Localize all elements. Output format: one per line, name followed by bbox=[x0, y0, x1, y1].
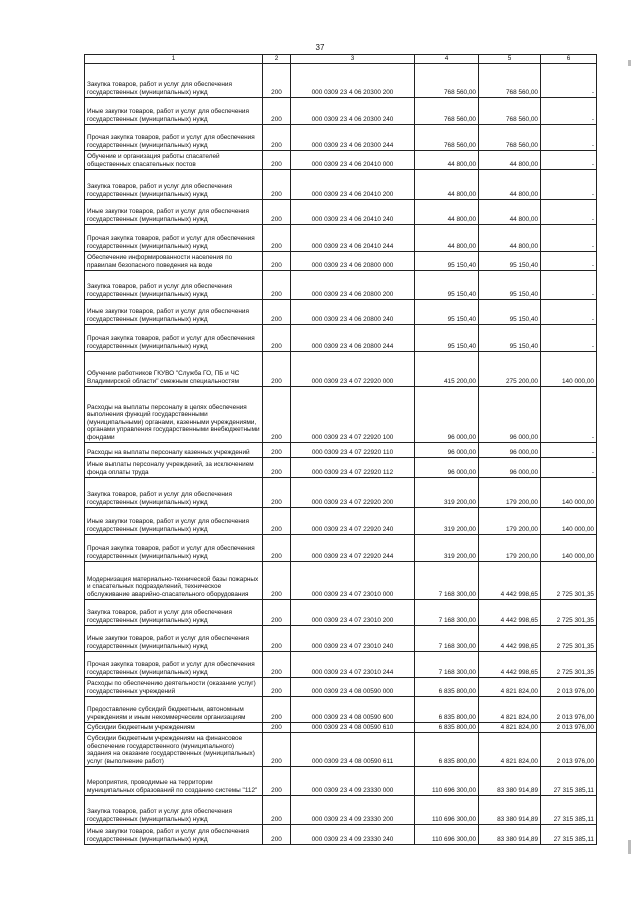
row-approved-cell: 96 000,00 bbox=[415, 442, 479, 457]
table-row bbox=[85, 561, 597, 599]
row-approved-cell: 6 835 800,00 bbox=[415, 696, 479, 722]
row-name-cell: Прочая закупка товаров, работ и услуг для обеспечения государственных (муниципальных) нужд bbox=[85, 224, 263, 251]
row-unexecuted-cell: 27 315 385,11 bbox=[541, 766, 597, 795]
row-executed-cell: 4 442 998,65 bbox=[479, 599, 541, 625]
row-name-cell: Обеспечение информированности населения по правилам безопасного поведения на воде bbox=[85, 251, 263, 270]
row-unexecuted-cell: 2 013 976,00 bbox=[541, 696, 597, 722]
table-row bbox=[85, 124, 597, 150]
row-unexecuted-cell: - bbox=[541, 299, 597, 324]
row-name-cell: Субсидии бюджетным учреждениям на финансовое обеспечение государственного (муниципального) задания на оказание государственных (муниципальных) услуг (выполнение работ) bbox=[85, 732, 263, 766]
row-approved-cell: 110 696 300,00 bbox=[415, 795, 479, 824]
scan-edge-mark bbox=[628, 60, 631, 66]
row-approved-cell: 7 168 300,00 bbox=[415, 651, 479, 677]
row-admin-code-cell: 200 bbox=[263, 534, 291, 561]
row-budget-code-cell: 000 0309 23 4 07 22920 100 bbox=[291, 386, 415, 442]
row-budget-code-cell: 000 0309 23 4 07 22920 110 bbox=[291, 442, 415, 457]
row-name-cell: Обучение и организация работы спасателей общественных спасательных постов bbox=[85, 150, 263, 169]
row-unexecuted-cell: 2 725 301,35 bbox=[541, 599, 597, 625]
table-row bbox=[85, 199, 597, 224]
scan-edge-mark bbox=[628, 840, 631, 854]
row-approved-cell: 415 200,00 bbox=[415, 351, 479, 386]
row-unexecuted-cell: 2 013 976,00 bbox=[541, 722, 597, 732]
row-admin-code-cell: 200 bbox=[263, 795, 291, 824]
row-budget-code-cell: 000 0309 23 4 06 20300 200 bbox=[291, 63, 415, 97]
table-row bbox=[85, 677, 597, 696]
row-executed-cell: 83 380 914,89 bbox=[479, 766, 541, 795]
row-unexecuted-cell: - bbox=[541, 442, 597, 457]
row-name-cell: Предоставление субсидий бюджетным, автономным учреждениям и иным некоммерческим организациям bbox=[85, 696, 263, 722]
row-unexecuted-cell: 2 725 301,35 bbox=[541, 561, 597, 599]
row-executed-cell: 96 000,00 bbox=[479, 442, 541, 457]
row-executed-cell: 768 560,00 bbox=[479, 97, 541, 124]
row-unexecuted-cell: 140 000,00 bbox=[541, 507, 597, 534]
row-name-cell: Закупка товаров, работ и услуг для обеспечения государственных (муниципальных) нужд bbox=[85, 795, 263, 824]
row-budget-code-cell: 000 0309 23 4 08 00590 611 bbox=[291, 732, 415, 766]
row-admin-code-cell: 200 bbox=[263, 299, 291, 324]
row-name-cell: Прочая закупка товаров, работ и услуг для обеспечения государственных (муниципальных) нужд bbox=[85, 534, 263, 561]
row-budget-code-cell: 000 0309 23 4 06 20410 000 bbox=[291, 150, 415, 169]
row-name-cell: Расходы по обеспечению деятельности (оказание услуг) государственных учреждений bbox=[85, 677, 263, 696]
row-admin-code-cell: 200 bbox=[263, 651, 291, 677]
column-number-4: 4 bbox=[415, 55, 479, 64]
row-name-cell: Обучение работников ГКУВО "Служба ГО, ПБ и ЧС Владимирской области" смежным специальностям bbox=[85, 351, 263, 386]
row-budget-code-cell: 000 0309 23 4 07 23010 200 bbox=[291, 599, 415, 625]
row-budget-code-cell: 000 0309 23 4 09 23330 000 bbox=[291, 766, 415, 795]
row-admin-code-cell: 200 bbox=[263, 677, 291, 696]
column-number-1: 1 bbox=[85, 55, 263, 64]
row-name-cell: Прочая закупка товаров, работ и услуг для обеспечения государственных (муниципальных) нужд bbox=[85, 651, 263, 677]
row-name-cell: Закупка товаров, работ и услуг для обеспечения государственных (муниципальных) нужд bbox=[85, 63, 263, 97]
row-executed-cell: 768 560,00 bbox=[479, 124, 541, 150]
row-admin-code-cell: 200 bbox=[263, 507, 291, 534]
row-approved-cell: 96 000,00 bbox=[415, 386, 479, 442]
row-budget-code-cell: 000 0309 23 4 07 22920 200 bbox=[291, 477, 415, 507]
row-name-cell: Прочая закупка товаров, работ и услуг для обеспечения государственных (муниципальных) нужд bbox=[85, 124, 263, 150]
row-name-cell: Субсидии бюджетным учреждениям bbox=[85, 722, 263, 732]
row-approved-cell: 96 000,00 bbox=[415, 457, 479, 477]
row-executed-cell: 4 821 824,00 bbox=[479, 722, 541, 732]
row-budget-code-cell: 000 0309 23 4 06 20800 240 bbox=[291, 299, 415, 324]
row-name-cell: Иные закупки товаров, работ и услуг для обеспечения государственных (муниципальных) нужд bbox=[85, 625, 263, 651]
table-row bbox=[85, 251, 597, 270]
row-admin-code-cell: 200 bbox=[263, 169, 291, 199]
row-budget-code-cell: 000 0309 23 4 06 20410 244 bbox=[291, 224, 415, 251]
table-row bbox=[85, 63, 597, 97]
row-executed-cell: 4 821 824,00 bbox=[479, 696, 541, 722]
row-executed-cell: 179 200,00 bbox=[479, 477, 541, 507]
row-budget-code-cell: 000 0309 23 4 07 23010 240 bbox=[291, 625, 415, 651]
table-row bbox=[85, 351, 597, 386]
row-executed-cell: 4 442 998,65 bbox=[479, 651, 541, 677]
row-approved-cell: 44 800,00 bbox=[415, 224, 479, 251]
row-approved-cell: 768 560,00 bbox=[415, 124, 479, 150]
table-row bbox=[85, 477, 597, 507]
row-admin-code-cell: 200 bbox=[263, 599, 291, 625]
row-executed-cell: 4 821 824,00 bbox=[479, 677, 541, 696]
row-unexecuted-cell: - bbox=[541, 251, 597, 270]
row-budget-code-cell: 000 0309 23 4 07 23010 244 bbox=[291, 651, 415, 677]
row-admin-code-cell: 200 bbox=[263, 124, 291, 150]
table-row bbox=[85, 97, 597, 124]
row-executed-cell: 768 560,00 bbox=[479, 63, 541, 97]
row-admin-code-cell: 200 bbox=[263, 561, 291, 599]
row-unexecuted-cell: 2 725 301,35 bbox=[541, 651, 597, 677]
row-unexecuted-cell: - bbox=[541, 97, 597, 124]
row-approved-cell: 44 800,00 bbox=[415, 199, 479, 224]
table-row bbox=[85, 299, 597, 324]
row-budget-code-cell: 000 0309 23 4 07 22920 244 bbox=[291, 534, 415, 561]
row-budget-code-cell: 000 0309 23 4 07 23010 000 bbox=[291, 561, 415, 599]
column-number-6: 6 bbox=[541, 55, 597, 64]
table-row bbox=[85, 150, 597, 169]
row-budget-code-cell: 000 0309 23 4 06 20800 000 bbox=[291, 251, 415, 270]
table-row bbox=[85, 534, 597, 561]
row-executed-cell: 275 200,00 bbox=[479, 351, 541, 386]
row-approved-cell: 768 560,00 bbox=[415, 63, 479, 97]
row-unexecuted-cell: - bbox=[541, 150, 597, 169]
row-executed-cell: 4 442 998,65 bbox=[479, 625, 541, 651]
row-unexecuted-cell: - bbox=[541, 324, 597, 351]
column-number-5: 5 bbox=[479, 55, 541, 64]
row-executed-cell: 4 442 998,65 bbox=[479, 561, 541, 599]
row-executed-cell: 4 821 824,00 bbox=[479, 732, 541, 766]
row-admin-code-cell: 200 bbox=[263, 722, 291, 732]
row-name-cell: Расходы на выплаты персоналу в целях обеспечения выполнения функций государственными (муниципальными) органами, казенными учреждениями, органами управления государственными внебюджетными фондами bbox=[85, 386, 263, 442]
row-name-cell: Модернизация материально-технической базы пожарных и спасательных подразделений, техническое обслуживание аварийно-спасательного оборудования bbox=[85, 561, 263, 599]
row-unexecuted-cell: 27 315 385,11 bbox=[541, 824, 597, 844]
row-name-cell: Мероприятия, проводимые на территории муниципальных образований по созданию системы "112" bbox=[85, 766, 263, 795]
row-approved-cell: 110 696 300,00 bbox=[415, 824, 479, 844]
table-row bbox=[85, 224, 597, 251]
row-name-cell: Закупка товаров, работ и услуг для обеспечения государственных (муниципальных) нужд bbox=[85, 599, 263, 625]
row-admin-code-cell: 200 bbox=[263, 251, 291, 270]
table-row bbox=[85, 766, 597, 795]
row-budget-code-cell: 000 0309 23 4 06 20800 200 bbox=[291, 270, 415, 299]
row-admin-code-cell: 200 bbox=[263, 457, 291, 477]
row-admin-code-cell: 200 bbox=[263, 324, 291, 351]
row-unexecuted-cell: 140 000,00 bbox=[541, 477, 597, 507]
row-unexecuted-cell: - bbox=[541, 270, 597, 299]
row-name-cell: Иные выплаты персоналу учреждений, за исключением фонда оплаты труда bbox=[85, 457, 263, 477]
row-name-cell: Расходы на выплаты персоналу казенных учреждений bbox=[85, 442, 263, 457]
table-row bbox=[85, 625, 597, 651]
table-row bbox=[85, 270, 597, 299]
table-row bbox=[85, 722, 597, 732]
row-unexecuted-cell: 2 013 976,00 bbox=[541, 732, 597, 766]
row-budget-code-cell: 000 0309 23 4 06 20410 200 bbox=[291, 169, 415, 199]
row-approved-cell: 95 150,40 bbox=[415, 299, 479, 324]
row-budget-code-cell: 000 0309 23 4 09 23330 200 bbox=[291, 795, 415, 824]
row-budget-code-cell: 000 0309 23 4 06 20410 240 bbox=[291, 199, 415, 224]
table-row bbox=[85, 169, 597, 199]
row-executed-cell: 83 380 914,89 bbox=[479, 824, 541, 844]
row-executed-cell: 44 800,00 bbox=[479, 224, 541, 251]
budget-execution-table bbox=[84, 54, 597, 845]
row-admin-code-cell: 200 bbox=[263, 766, 291, 795]
row-admin-code-cell: 200 bbox=[263, 270, 291, 299]
table-row bbox=[85, 457, 597, 477]
row-executed-cell: 96 000,00 bbox=[479, 457, 541, 477]
row-budget-code-cell: 000 0309 23 4 06 20800 244 bbox=[291, 324, 415, 351]
row-approved-cell: 7 168 300,00 bbox=[415, 625, 479, 651]
row-admin-code-cell: 200 bbox=[263, 696, 291, 722]
row-unexecuted-cell: 2 013 976,00 bbox=[541, 677, 597, 696]
row-executed-cell: 95 150,40 bbox=[479, 299, 541, 324]
row-approved-cell: 6 835 800,00 bbox=[415, 722, 479, 732]
row-admin-code-cell: 200 bbox=[263, 824, 291, 844]
row-admin-code-cell: 200 bbox=[263, 351, 291, 386]
row-executed-cell: 44 800,00 bbox=[479, 199, 541, 224]
row-unexecuted-cell: - bbox=[541, 169, 597, 199]
row-approved-cell: 319 200,00 bbox=[415, 534, 479, 561]
row-budget-code-cell: 000 0309 23 4 08 00590 610 bbox=[291, 722, 415, 732]
row-admin-code-cell: 200 bbox=[263, 199, 291, 224]
table-row bbox=[85, 324, 597, 351]
row-budget-code-cell: 000 0309 23 4 08 00590 000 bbox=[291, 677, 415, 696]
row-budget-code-cell: 000 0309 23 4 07 22920 240 bbox=[291, 507, 415, 534]
row-name-cell: Прочая закупка товаров, работ и услуг для обеспечения государственных (муниципальных) нужд bbox=[85, 324, 263, 351]
row-approved-cell: 6 835 800,00 bbox=[415, 732, 479, 766]
column-number-3: 3 bbox=[291, 55, 415, 64]
row-approved-cell: 7 168 300,00 bbox=[415, 599, 479, 625]
row-approved-cell: 7 168 300,00 bbox=[415, 561, 479, 599]
row-executed-cell: 44 800,00 bbox=[479, 150, 541, 169]
row-executed-cell: 95 150,40 bbox=[479, 324, 541, 351]
row-admin-code-cell: 200 bbox=[263, 224, 291, 251]
row-executed-cell: 95 150,40 bbox=[479, 251, 541, 270]
row-budget-code-cell: 000 0309 23 4 06 20300 240 bbox=[291, 97, 415, 124]
table-row bbox=[85, 507, 597, 534]
row-approved-cell: 110 696 300,00 bbox=[415, 766, 479, 795]
row-executed-cell: 83 380 914,89 bbox=[479, 795, 541, 824]
row-name-cell: Иные закупки товаров, работ и услуг для обеспечения государственных (муниципальных) нужд bbox=[85, 97, 263, 124]
row-unexecuted-cell: - bbox=[541, 63, 597, 97]
row-approved-cell: 95 150,40 bbox=[415, 270, 479, 299]
row-name-cell: Закупка товаров, работ и услуг для обеспечения государственных (муниципальных) нужд bbox=[85, 270, 263, 299]
row-unexecuted-cell: - bbox=[541, 124, 597, 150]
row-admin-code-cell: 200 bbox=[263, 442, 291, 457]
page-number: 37 bbox=[315, 43, 325, 52]
row-admin-code-cell: 200 bbox=[263, 97, 291, 124]
row-name-cell: Иные закупки товаров, работ и услуг для обеспечения государственных (муниципальных) нужд bbox=[85, 824, 263, 844]
row-admin-code-cell: 200 bbox=[263, 63, 291, 97]
row-unexecuted-cell: 140 000,00 bbox=[541, 534, 597, 561]
row-executed-cell: 95 150,40 bbox=[479, 270, 541, 299]
table-row bbox=[85, 599, 597, 625]
row-name-cell: Иные закупки товаров, работ и услуг для обеспечения государственных (муниципальных) нужд bbox=[85, 199, 263, 224]
row-executed-cell: 179 200,00 bbox=[479, 534, 541, 561]
row-executed-cell: 96 000,00 bbox=[479, 386, 541, 442]
table-row bbox=[85, 386, 597, 442]
row-unexecuted-cell: 140 000,00 bbox=[541, 351, 597, 386]
row-budget-code-cell: 000 0309 23 4 09 23330 240 bbox=[291, 824, 415, 844]
table-row bbox=[85, 732, 597, 766]
row-admin-code-cell: 200 bbox=[263, 625, 291, 651]
row-executed-cell: 44 800,00 bbox=[479, 169, 541, 199]
table-row bbox=[85, 795, 597, 824]
row-unexecuted-cell: - bbox=[541, 386, 597, 442]
column-number-row bbox=[85, 55, 597, 64]
row-approved-cell: 44 800,00 bbox=[415, 169, 479, 199]
row-name-cell: Закупка товаров, работ и услуг для обеспечения государственных (муниципальных) нужд bbox=[85, 477, 263, 507]
row-admin-code-cell: 200 bbox=[263, 386, 291, 442]
row-approved-cell: 95 150,40 bbox=[415, 324, 479, 351]
row-unexecuted-cell: 2 725 301,35 bbox=[541, 625, 597, 651]
row-admin-code-cell: 200 bbox=[263, 732, 291, 766]
row-admin-code-cell: 200 bbox=[263, 477, 291, 507]
row-approved-cell: 319 200,00 bbox=[415, 477, 479, 507]
row-executed-cell: 179 200,00 bbox=[479, 507, 541, 534]
row-approved-cell: 44 800,00 bbox=[415, 150, 479, 169]
column-number-2: 2 bbox=[263, 55, 291, 64]
row-admin-code-cell: 200 bbox=[263, 150, 291, 169]
table-row bbox=[85, 696, 597, 722]
row-unexecuted-cell: - bbox=[541, 457, 597, 477]
table-row bbox=[85, 442, 597, 457]
row-name-cell: Закупка товаров, работ и услуг для обеспечения государственных (муниципальных) нужд bbox=[85, 169, 263, 199]
row-budget-code-cell: 000 0309 23 4 07 22920 000 bbox=[291, 351, 415, 386]
row-budget-code-cell: 000 0309 23 4 06 20300 244 bbox=[291, 124, 415, 150]
row-name-cell: Иные закупки товаров, работ и услуг для обеспечения государственных (муниципальных) нужд bbox=[85, 299, 263, 324]
row-approved-cell: 95 150,40 bbox=[415, 251, 479, 270]
table-row bbox=[85, 651, 597, 677]
row-budget-code-cell: 000 0309 23 4 08 00590 600 bbox=[291, 696, 415, 722]
table-row bbox=[85, 824, 597, 844]
row-approved-cell: 6 835 800,00 bbox=[415, 677, 479, 696]
row-approved-cell: 768 560,00 bbox=[415, 97, 479, 124]
row-name-cell: Иные закупки товаров, работ и услуг для обеспечения государственных (муниципальных) нужд bbox=[85, 507, 263, 534]
row-unexecuted-cell: 27 315 385,11 bbox=[541, 795, 597, 824]
row-unexecuted-cell: - bbox=[541, 224, 597, 251]
row-unexecuted-cell: - bbox=[541, 199, 597, 224]
row-budget-code-cell: 000 0309 23 4 07 22920 112 bbox=[291, 457, 415, 477]
row-approved-cell: 319 200,00 bbox=[415, 507, 479, 534]
